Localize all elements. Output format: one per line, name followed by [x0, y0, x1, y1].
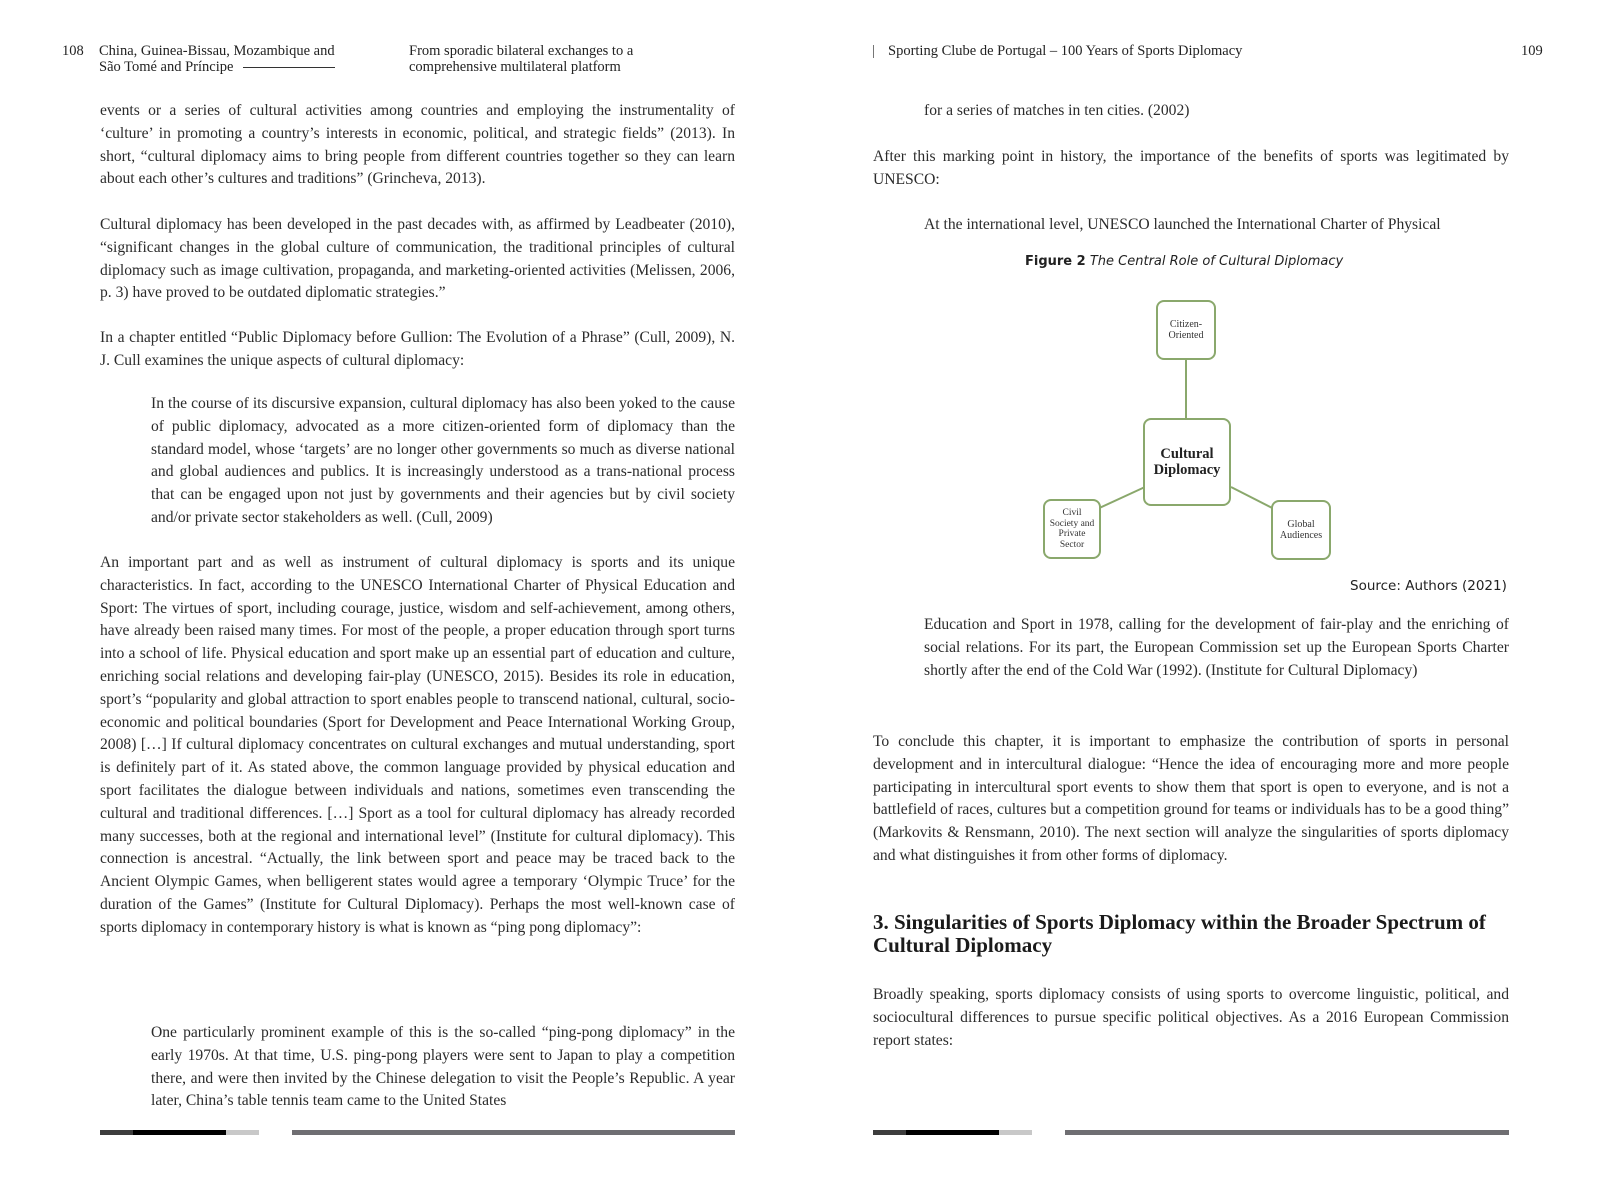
footer-bar-segment: [999, 1130, 1032, 1135]
diagram-node-civil-society: Civil Society and Private Sector: [1043, 499, 1101, 559]
running-head-rule: [243, 67, 335, 68]
right-paragraph-2: To conclude this chapter, it is important to emphasize the contribution of sports in personal development and in intercultural dialogue: “Hence the idea of encouraging more and more people participating in intercultural sport events to show them that sport is open to everyone, and is not a battlefield of races, cultures but a competition ground for teams or individuals has to be a good thing” (Markovits & Rensmann, 2010). The next section will analyze the singularities of sports diplomacy and what distinguishes it from other forms of diplomacy.: [873, 733, 1509, 864]
footer-bar-segment: [100, 1130, 133, 1135]
left-block-quote-1: In the course of its discursive expansion, cultural diplomacy has also been yoked to the cause of public diplomacy, advocated as a more citizen-oriented form of diplomacy than the standard model, whose ‘targets’ are no longer other governments so much as diverse national and global audiences and publics. It is increasingly understood as a trans-national process that can be engaged upon not just by governments and their agencies but by civil society and/or private sector stakeholders as well. (Cull, 2009): [151, 395, 735, 526]
footer-bar-segment: [226, 1130, 259, 1135]
footer-rule: [1065, 1130, 1509, 1135]
footer-bar-segment: [873, 1130, 906, 1135]
running-head-divider: |: [872, 43, 875, 59]
right-block-quote-3-start: At the international level, UNESCO launched the International Charter of Physical: [924, 216, 1441, 233]
left-running-head: [99, 43, 359, 75]
left-paragraph-1: events or a series of cultural activities among countries and employing the instrumentality of ‘culture’ in promoting a country’s interests in economic, political, and strategic fields” (2013). In short, “cultural diplomacy aims to bring people from different countries together so they can learn about each other’s cultures and traditions” (Grincheva, 2013).: [100, 102, 735, 188]
left-paragraph-4: An important part and as well as instrument of cultural diplomacy is sports and its unique characteristics. In fact, according to the UNESCO International Charter of Physical Education and Sport: The virtues of sport, including courage, justice, wisdom and self-achievement, among others, have already been raised many times. For most of the people, a proper education through sport turns into a school of life. Physical education and sport make up an essential part of education and culture, enriching social relations and developing fair-play (UNESCO, 2015). Besides its role in education, sport’s “popularity and global attraction to sport enables people to transcend national, cultural, socio-economic and political boundaries (Sport for Development and Peace International Working Group, 2008) […] If cultural diplomacy concentrates on cultural exchanges and mutual understanding, sport is definitely part of it. As stated above, the common language provided by physical education and sport facilitates the dialogue between individuals and nations, sometimes even transcending the cultural and traditional differences. […] Sport as a tool for cultural diplomacy has already recorded many successes, both at the regional and international level” (Institute for cultural diplomacy). This connection is ancestral. “Actually, the link between sport and peace may be traced back to the Ancient Olympic Games, when belligerent states would agree a temporary ‘Olympic Truce’ for the duration of the Games” (Institute for Cultural Diplomacy). Perhaps the most well-known case of sports diplomacy in contemporary history is what is known as “ping pong diplomacy”:: [100, 554, 735, 936]
running-head-line-2: São Tomé and Príncipe: [99, 59, 234, 75]
left-block-quote-2: One particularly prominent example of this is the so-called “ping-pong diplomacy” in the early 1970s. At that time, U.S. ping-pong players were sent to Japan to play a competition there, and were then invited by the Chinese delegation to visit the People’s Republic. A year later, China’s table tennis team came to the United States: [151, 1024, 735, 1110]
footer-bar-segment: [906, 1130, 999, 1135]
left-paragraph-2: Cultural diplomacy has been developed in the past decades with, as affirmed by Leadbeater (2010), “significant changes in the global culture of communication, the traditional principles of cultural diplomacy such as image cultivation, propaganda, and marketing-oriented activities (Melissen, 2006, p. 3) have proved to be outdated diplomatic strategies.”: [100, 216, 735, 302]
diagram-node-cultural-diplomacy: Cultural Diplomacy: [1143, 418, 1231, 506]
figure-label: Figure 2: [1025, 254, 1086, 269]
left-paragraph-3: In a chapter entitled “Public Diplomacy before Gullion: The Evolution of a Phrase” (Cull, 2009), N. J. Cull examines the unique aspects of cultural diplomacy:: [100, 329, 735, 369]
left-page-number: 108: [62, 43, 84, 59]
diagram-node-citizen-oriented: Citizen-Oriented: [1156, 300, 1216, 360]
running-head-line-1: China, Guinea-Bissau, Mozambique and: [99, 43, 335, 59]
figure-source: Source: Authors (2021): [1350, 578, 1507, 594]
right-page-number: 109: [1521, 43, 1543, 59]
right-block-quote-3-end: Education and Sport in 1978, calling for the development of fair-play and the enriching of social relations. For its part, the European Commission set up the European Sports Charter shortly after the end of the Cold War (1992). (Institute for Cultural Diplomacy): [924, 616, 1509, 679]
diagram-node-global-audiences: Global Audiences: [1271, 500, 1331, 560]
subhead-line-1: From sporadic bilateral exchanges to a: [409, 43, 634, 59]
footer-bar-segment: [133, 1130, 226, 1135]
right-quote-continuation: for a series of matches in ten cities. (2002): [924, 102, 1190, 119]
left-running-subhead: [409, 43, 689, 75]
right-paragraph-1: After this marking point in history, the importance of the benefits of sports was legitimated by UNESCO:: [873, 148, 1509, 188]
figure-title: The Central Role of Cultural Diplomacy: [1089, 254, 1344, 269]
subhead-line-2: comprehensive multilateral platform: [409, 59, 621, 75]
footer-rule: [292, 1130, 735, 1135]
right-paragraph-3: Broadly speaking, sports diplomacy consists of using sports to overcome linguistic, political, and sociocultural differences to pursue specific political objectives. As a 2016 European Commission report states:: [873, 986, 1509, 1049]
right-running-head: Sporting Clube de Portugal – 100 Years of Sports Diplomacy: [888, 43, 1243, 59]
section-heading: 3. Singularities of Sports Diplomacy within the Broader Spectrum of Cultural Diplomacy: [873, 910, 1486, 957]
figure-caption: [1025, 254, 1343, 269]
